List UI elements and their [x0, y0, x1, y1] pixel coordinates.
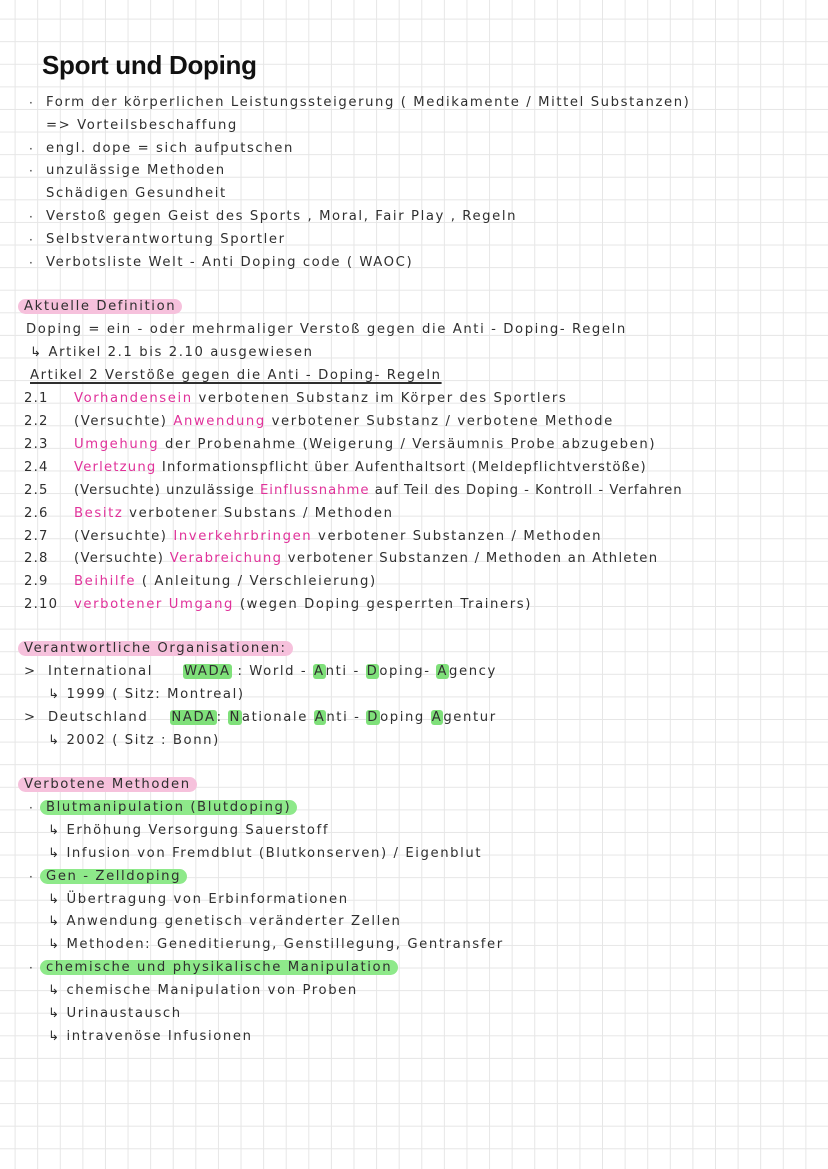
article-row	[74, 528, 602, 546]
org-abbr: WADA	[183, 664, 231, 679]
article-row	[74, 482, 683, 500]
article-text: verbotener Substanzen / Methoden	[312, 529, 603, 544]
article-number: 2.8	[24, 551, 49, 566]
article-keyword: Besitz	[74, 506, 124, 521]
org-name-part: nti -	[326, 710, 361, 725]
article-keyword: Inverkehrbringen	[173, 529, 313, 544]
article-text: verbotener Substanzen / Methoden an Athleten	[282, 551, 659, 566]
article-number: 2.7	[24, 529, 49, 544]
bullet: ·	[29, 870, 33, 884]
intro-line: Schädigen Gesundheit	[46, 186, 227, 201]
article-keyword: Umgehung	[74, 437, 160, 452]
article-text: (wegen Doping gesperrten Trainers)	[234, 597, 532, 612]
article-keyword: Beihilfe	[74, 574, 137, 589]
bullet: ·	[29, 233, 33, 247]
article-text: ( Anleitung / Verschleierung)	[136, 574, 377, 589]
org-country: International	[48, 664, 153, 679]
org-name-part: gency	[449, 664, 497, 679]
bullet: ·	[29, 801, 33, 815]
org-name-part: oping-	[379, 664, 431, 679]
article-row	[74, 505, 394, 523]
method-group-title: Gen - Zelldoping	[40, 869, 187, 884]
org-marker: >	[24, 710, 37, 725]
article-text: verbotenen Substanz im Körper des Sportlers	[192, 391, 568, 406]
org-name-part: ationale	[241, 710, 308, 725]
org-initial: N	[229, 710, 241, 725]
bullet: ·	[29, 961, 33, 975]
method-item: ↳ intravenöse Infusionen	[48, 1029, 253, 1044]
org-initial: A	[314, 664, 325, 679]
section-heading: Verbotene Methoden	[18, 777, 197, 792]
org-name-part: oping	[380, 710, 425, 725]
article-row	[74, 413, 614, 431]
bullet: ·	[29, 142, 33, 156]
definition-line: ↳ Artikel 2.1 bis 2.10 ausgewiesen	[30, 345, 314, 360]
intro-line: Verbotsliste Welt - Anti Doping code ( WAOC)	[46, 255, 414, 270]
article-row	[74, 436, 656, 454]
method-item: ↳ Erhöhung Versorgung Sauerstoff	[48, 823, 330, 838]
article-keyword: Verabreichung	[169, 551, 283, 566]
method-item: ↳ Übertragung von Erbinformationen	[48, 892, 349, 907]
intro-line: Verstoß gegen Geist des Sports , Moral, Fair Play , Regeln	[46, 209, 518, 224]
article-number: 2.4	[24, 460, 49, 475]
article-prefix: (Versuchte)	[74, 551, 170, 566]
article-number: 2.2	[24, 414, 49, 429]
article-row	[74, 573, 377, 591]
org-sub: ↳ 1999 ( Sitz: Montreal)	[48, 687, 245, 702]
article-number: 2.1	[24, 391, 49, 406]
org-marker: >	[24, 664, 37, 679]
article-text: Informationspflicht über Aufenthaltsort (Meldepflichtverstöße)	[156, 460, 647, 475]
intro-line: Form der körperlichen Leistungssteigerung ( Medikamente / Mittel Substanzen)	[46, 95, 691, 110]
org-name-part: nti -	[325, 664, 360, 679]
definition-line: Doping = ein - oder mehrmaliger Verstoß gegen die Anti - Doping- Regeln	[26, 322, 627, 337]
article-text: verbotener Substans / Methoden	[123, 506, 394, 521]
org-initial: D	[366, 664, 379, 679]
org-sub: ↳ 2002 ( Sitz : Bonn)	[48, 733, 220, 748]
method-item: ↳ Urinaustausch	[48, 1006, 182, 1021]
article-row	[74, 596, 532, 614]
article-row	[74, 459, 647, 477]
article-keyword: verbotener Umgang	[74, 597, 235, 612]
method-group-title: Blutmanipulation (Blutdoping)	[40, 800, 297, 815]
section-heading: Aktuelle Definition	[18, 299, 182, 314]
bullet: ·	[29, 96, 33, 110]
article-number: 2.6	[24, 506, 49, 521]
page-title: Sport und Doping	[42, 50, 257, 80]
article-row	[74, 550, 658, 568]
article-heading: Artikel 2 Verstöße gegen die Anti - Doping- Regeln	[30, 368, 442, 383]
bullet: ·	[29, 164, 33, 178]
intro-line: unzulässige Methoden	[46, 163, 226, 178]
article-text: auf Teil des Doping - Kontroll - Verfahren	[369, 483, 683, 498]
org-name-part: gentur	[443, 710, 497, 725]
article-number: 2.3	[24, 437, 49, 452]
article-text: verbotener Substanz / verbotene Methode	[265, 414, 614, 429]
org-initial: A	[314, 710, 326, 725]
article-prefix: (Versuchte)	[74, 414, 174, 429]
bullet: ·	[29, 210, 33, 224]
article-number: 2.5	[24, 483, 49, 498]
method-item: ↳ chemische Manipulation von Proben	[48, 983, 358, 998]
article-row	[74, 390, 567, 408]
article-number: 2.10	[24, 597, 59, 612]
article-keyword: Einflussnahme	[259, 483, 370, 498]
method-item: ↳ Anwendung genetisch veränderter Zellen	[48, 914, 402, 929]
article-keyword: Anwendung	[173, 414, 266, 429]
article-keyword: Verletzung	[74, 460, 157, 475]
bullet: ·	[29, 256, 33, 270]
org-initial: D	[367, 710, 380, 725]
org-initial: A	[437, 664, 449, 679]
org-name-part: World -	[249, 664, 308, 679]
org-abbr: NADA	[171, 710, 216, 725]
intro-line: => Vorteilsbeschaffung	[46, 118, 238, 133]
article-text: der Probenahme (Weigerung / Versäumnis Probe abzugeben)	[159, 437, 657, 452]
article-prefix: (Versuchte)	[74, 529, 174, 544]
org-row: Deutschland NADA: Nationale Anti - Doping Agentur	[48, 710, 497, 725]
method-item: ↳ Methoden: Geneditierung, Genstillegung, Gentransfer	[48, 937, 504, 952]
article-keyword: Vorhandensein	[74, 391, 193, 406]
intro-line: Selbstverantwortung Sportler	[46, 232, 286, 247]
method-item: ↳ Infusion von Fremdblut (Blutkonserven) / Eigenblut	[48, 846, 483, 861]
org-row: International WADA : World - Anti - Doping- Agency	[48, 664, 497, 679]
section-heading: Verantwortliche Organisationen:	[18, 641, 293, 656]
article-prefix: (Versuchte) unzulässige	[74, 483, 260, 498]
org-initial: A	[431, 710, 443, 725]
org-country: Deutschland	[48, 710, 149, 725]
intro-line: engl. dope = sich aufputschen	[46, 141, 294, 156]
article-number: 2.9	[24, 574, 49, 589]
method-group-title: chemische und physikalische Manipulation	[40, 960, 398, 975]
